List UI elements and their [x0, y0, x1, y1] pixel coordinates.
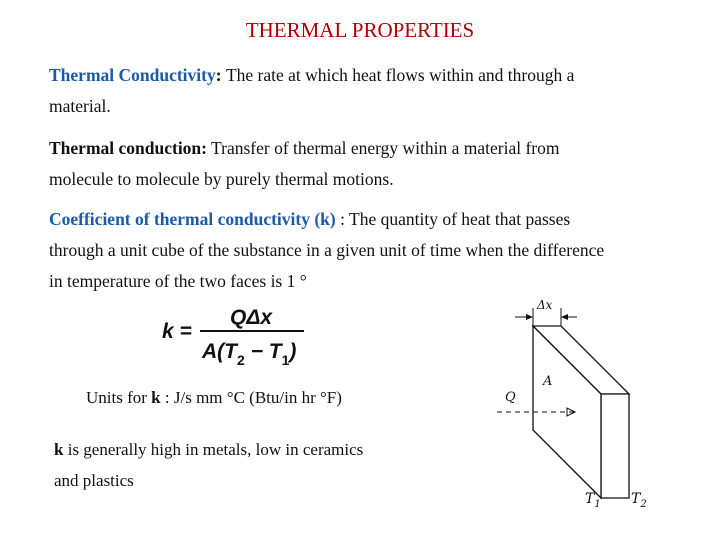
page-title: THERMAL PROPERTIES [245, 18, 475, 42]
definition-text: material. [49, 96, 111, 116]
area-label: A [543, 374, 553, 389]
note-k: k [54, 440, 64, 459]
formula-close: ) [289, 340, 297, 363]
term-colon: : [215, 65, 226, 85]
dx-right-arrowhead [561, 314, 568, 320]
conductivity-note [54, 434, 434, 496]
definition-text: through a unit cube of the substance in a given unit of time when the difference [49, 240, 605, 260]
definition-text: in temperature of the two faces is 1 ° [49, 271, 307, 291]
formula-minus-t: − T [244, 340, 282, 363]
formula-numerator: QΔx [230, 306, 273, 329]
units-line [86, 388, 342, 408]
definition-text: The rate at which heat flows within and through a [225, 65, 575, 85]
definition-thermal-conductivity [49, 60, 699, 122]
formula-denominator: A(T [202, 340, 237, 363]
units-rest: : J/s mm °C (Btu/in hr °F) [160, 388, 342, 407]
definition-text: Transfer of thermal energy within a material from [207, 138, 560, 158]
formula-lhs: k = [162, 320, 192, 343]
heat-label: Q [505, 390, 516, 405]
svg-text:T2 [631, 491, 647, 510]
definition-text: : The quantity of heat that passes [335, 209, 571, 229]
term-thermal-conduction: Thermal conduction: [49, 138, 207, 158]
definition-thermal-conduction [49, 133, 699, 195]
term-thermal-conductivity: Thermal Conductivity [49, 65, 216, 85]
units-prefix: Units for [86, 388, 152, 407]
dx-label: Δx [537, 298, 553, 312]
note-line1: is generally high in metals, low in ceramics [63, 440, 364, 459]
conductivity-formula [160, 300, 330, 370]
t1-subscript: 1 [594, 499, 601, 510]
slab-side-face [601, 394, 629, 498]
formula-sub-1: 1 [281, 352, 290, 368]
svg-text:A(T2 − T1) [201, 340, 296, 368]
heat-flow-diagram [495, 290, 695, 515]
term-coefficient: Coefficient of thermal conductivity (k) [49, 209, 336, 229]
units-k: k [151, 388, 161, 407]
dx-left-arrowhead [526, 314, 533, 320]
formula-sub-2: 2 [237, 352, 245, 368]
t1-label: T [585, 491, 595, 507]
definition-text: molecule to molecule by purely thermal motions. [49, 169, 394, 189]
note-line2: and plastics [54, 471, 134, 490]
definition-coefficient [49, 204, 699, 297]
t2-label: T [631, 491, 641, 507]
t2-subscript: 2 [640, 499, 647, 510]
